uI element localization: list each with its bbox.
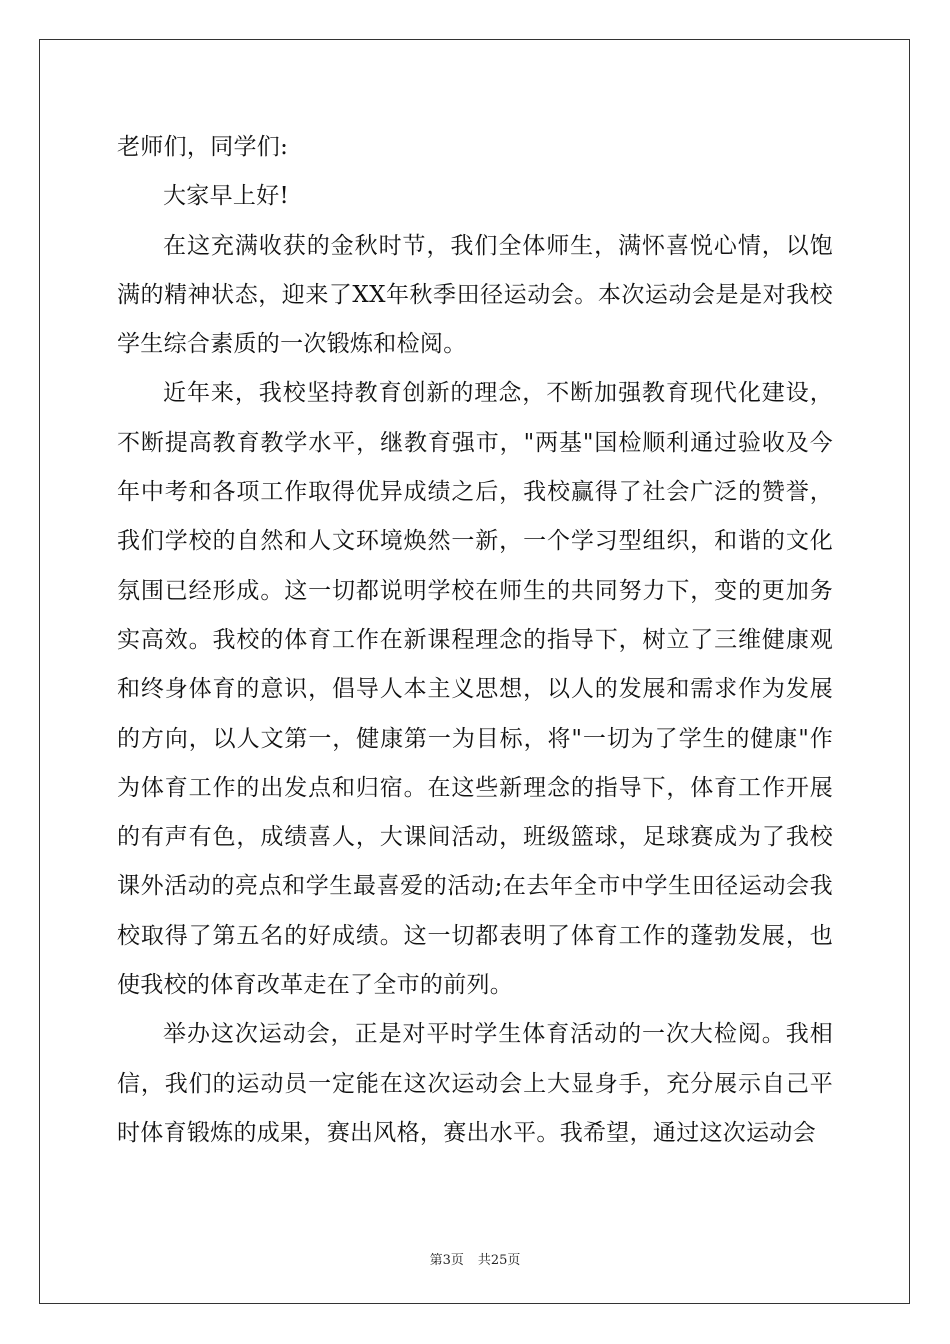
document-body <box>117 123 833 1158</box>
paragraph-expectations: 举办这次运动会，正是对平时学生体育活动的一次大检阅。我相信，我们的运动员一定能在这次运动会上大显身手，充分展示自己平时体育锻炼的成果，赛出风格，赛出水平。我希望，通过这次运动会 <box>117 1021 833 1146</box>
page-number: 第3页 <box>429 1253 464 1268</box>
salutation: 老师们，同学们: <box>117 134 289 160</box>
page-total: 共25页 <box>477 1253 521 1268</box>
paragraph-greeting: 大家早上好! <box>163 183 290 210</box>
paragraph-achievements: 近年来，我校坚持教育创新的理念，不断加强教育现代化建设，不断提高教育教学水平，继教育强市，"两基"国检顺利通过验收及今年中考和各项工作取得优异成绩之后，我校赢得了社会广泛的赞誉，我们学校的自然和人文环境焕然一新，一个学习型组织，和谐的文化氛围已经形成。这一切都说明学校在师生的共同努力下，变的更加务实高效。我校的体育工作在新课程理念的指导下，树立了三维健康观和终身体育的意识，倡导人本主义思想，以人的发展和需求作为发展的方向，以人文第一，健康第一为目标，将"一切为了学生的健康"作为体育工作的出发点和归宿。在这些新理念的指导下，体育工作开展的有声有色，成绩喜人，大课间活动，班级篮球，足球赛成为了我校课外活动的亮点和学生最喜爱的活动;在去年全市中学生田径运动会我校取得了第五名的好成绩。这一切都表明了体育工作的蓬勃发展，也使我校的体育改革走在了全市的前列。 <box>117 380 833 999</box>
paragraph-opening: 在这充满收获的金秋时节，我们全体师生，满怀喜悦心情，以饱满的精神状态，迎来了XX年秋季田径运动会。本次运动会是是对我校学生综合素质的一次锻炼和检阅。 <box>117 232 833 358</box>
page-footer <box>0 1249 950 1268</box>
